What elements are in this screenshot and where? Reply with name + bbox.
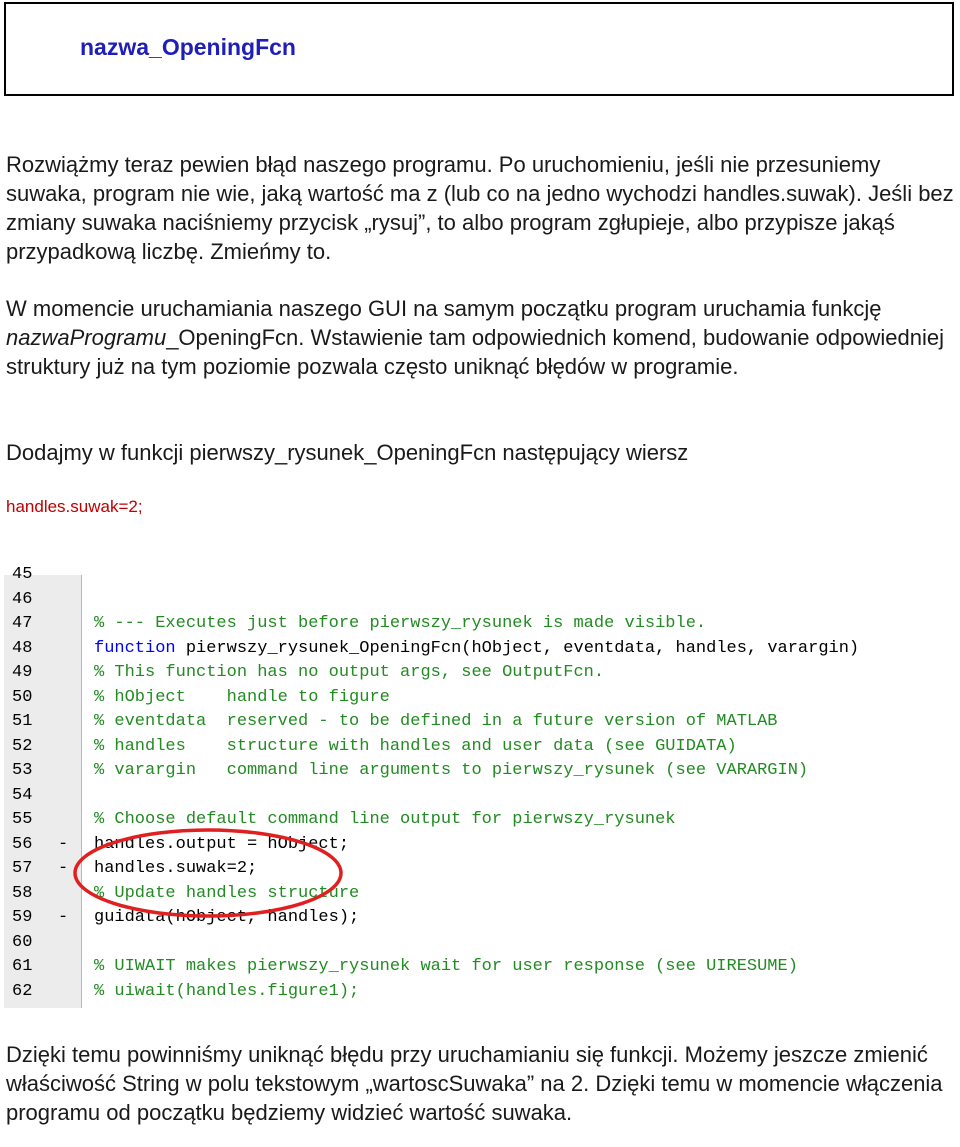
code-line <box>4 759 910 783</box>
code-line <box>4 710 910 734</box>
code-line <box>4 882 910 906</box>
code-text: % This function has no output args, see OutputFcn. <box>94 663 605 682</box>
line-number: 58 <box>12 883 33 903</box>
line-number: 51 <box>12 712 33 731</box>
line-number: 47 <box>12 614 33 633</box>
code-text: % eventdata reserved - to be defined in a future version of MATLAB <box>94 712 778 731</box>
code-editor-screenshot <box>4 565 910 1008</box>
line-number: 56 <box>12 834 33 854</box>
page-title: nazwa_OpeningFcn <box>80 34 296 60</box>
code-line <box>4 931 910 955</box>
line-number: 60 <box>12 932 33 952</box>
breakpoint-dash-marker: - <box>58 834 69 854</box>
code-text <box>94 637 859 661</box>
code-text: % handles structure with handles and user data (see GUIDATA) <box>94 736 737 756</box>
code-line <box>4 784 910 808</box>
line-number: 61 <box>12 957 33 976</box>
code-text: % varargin command line arguments to pierwszy_rysunek (see VARARGIN) <box>94 761 809 780</box>
paragraph-opening-fcn <box>6 294 954 381</box>
code-snippet: handles.suwak=2; <box>6 497 143 516</box>
line-number: 55 <box>12 810 33 829</box>
code-line <box>4 857 910 881</box>
paragraph-add-line-text: Dodajmy w funkcji pierwszy_rysunek_OpeningFcn następujący wiersz <box>6 440 689 465</box>
line-number: 57 <box>12 859 33 878</box>
breakpoint-dash-marker: - <box>58 859 69 878</box>
line-number: 62 <box>12 981 33 1001</box>
paragraph-conclusion <box>6 1040 954 1127</box>
line-number: 46 <box>12 589 33 609</box>
line-number: 50 <box>12 687 33 707</box>
code-line <box>4 661 910 685</box>
code-text: handles.output = hObject; <box>94 834 350 854</box>
code-text: handles.suwak=2; <box>94 859 258 878</box>
code-line <box>4 808 910 832</box>
paragraph-intro-text: Rozwiążmy teraz pewien błąd naszego programu. Po uruchomieniu, jeśli nie przesuniemy suwaka, program nie wie, jaką wartość ma z (lub co na jedno wychodzi handles.suwak). Jeśli bez zmiany suwaka naciśniemy przycisk „rysuj”, to albo program zgłupieje, albo przypisze jakąś przypadkową liczbę. Zmieńmy to. <box>6 152 954 264</box>
line-number: 48 <box>12 638 33 658</box>
header-box <box>4 2 954 96</box>
code-text: % Update handles structure <box>94 883 360 903</box>
code-text: % Choose default command line output for pierwszy_rysunek <box>94 810 676 829</box>
paragraph-conclusion-text: Dzięki temu powinniśmy uniknąć błędu przy uruchamianiu się funkcji. Możemy jeszcze zmienić właściwość String w polu tekstowym „wartoscSuwaka” na 2. Dzięki temu w momencie włączenia programu od początku będziemy widzieć wartość suwaka. <box>6 1042 943 1125</box>
line-number: 53 <box>12 761 33 780</box>
code-keyword: function <box>94 638 176 658</box>
code-text: guidata(hObject, handles); <box>94 908 360 927</box>
code-text: % UIWAIT makes pierwszy_rysunek wait for user response (see UIRESUME) <box>94 957 798 976</box>
code-text: % uiwait(handles.figure1); <box>94 981 360 1001</box>
line-number: 52 <box>12 736 33 756</box>
code-line <box>4 588 910 612</box>
line-number: 54 <box>12 785 33 805</box>
code-line <box>4 906 910 930</box>
code-line <box>4 735 910 759</box>
paragraph-opening-fcn-emphasis: nazwaProgramu <box>6 325 167 350</box>
code-line <box>4 833 910 857</box>
paragraph-add-line <box>6 438 954 467</box>
code-function-signature: pierwszy_rysunek_OpeningFcn(hObject, eventdata, handles, varargin) <box>175 638 860 658</box>
code-line <box>4 980 910 1004</box>
line-number: 49 <box>12 663 33 682</box>
paragraph-opening-fcn-part-a: W momencie uruchamiania naszego GUI na samym początku program uruchamia funkcję <box>6 296 882 321</box>
code-line <box>4 612 910 636</box>
line-number: 59 <box>12 908 33 927</box>
code-line <box>4 686 910 710</box>
paragraph-intro <box>6 150 954 266</box>
code-text: % --- Executes just before pierwszy_rysunek is made visible. <box>94 614 707 633</box>
code-text: % hObject handle to figure <box>94 687 390 707</box>
code-line-partial <box>4 563 910 587</box>
paragraph-opening-fcn-part-b: _OpeningFcn. Wstawienie tam odpowiednich komend, budowanie odpowiedniej struktury już na tym poziomie pozwala często uniknąć błędów w programie. <box>6 325 944 379</box>
code-line <box>4 637 910 661</box>
code-line <box>4 955 910 979</box>
breakpoint-dash-marker: - <box>58 908 69 927</box>
line-number: 45 <box>12 565 33 584</box>
paragraph-opening-fcn-text <box>6 294 954 381</box>
